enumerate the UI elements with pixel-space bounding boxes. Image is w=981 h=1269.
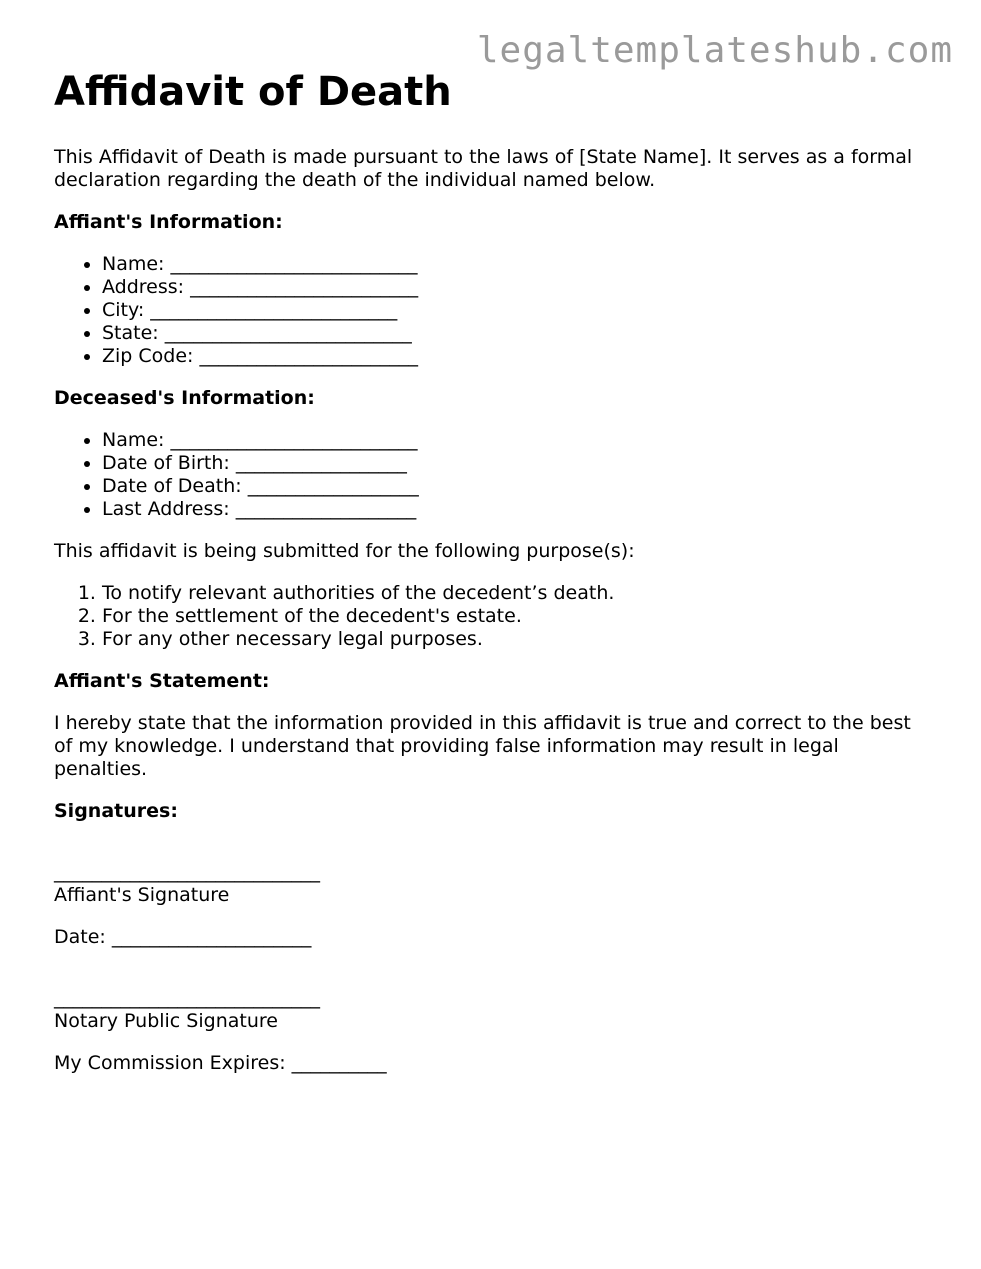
affiant-zip-field: • Zip Code: _______________________ <box>102 345 934 368</box>
notary-signature-line: ____________________________ <box>54 987 320 1009</box>
purpose-intro: This affidavit is being submitted for the following purpose(s): <box>54 540 635 562</box>
affiant-name-field: • Name: __________________________ <box>102 253 934 276</box>
deceased-last-address-field: • Last Address: ___________________ <box>102 498 934 521</box>
intro-paragraph: This Affidavit of Death is made pursuant to the laws of [State Name]. It serves as a formal declaration regarding the death of the individual named below. <box>54 146 913 191</box>
affiant-state-field: • State: __________________________ <box>102 322 934 345</box>
affiant-signature-label: Affiant's Signature <box>54 884 230 906</box>
date-field: Date: _____________________ <box>54 926 312 948</box>
commission-expires-field: My Commission Expires: __________ <box>54 1052 387 1074</box>
deceased-info-heading: Deceased's Information: <box>54 387 315 409</box>
document-body <box>54 68 934 1075</box>
notary-signature-label: Notary Public Signature <box>54 1010 278 1032</box>
affiant-city-field: • City: __________________________ <box>102 299 934 322</box>
purpose-list <box>54 582 934 651</box>
document-title: Affidavit of Death <box>54 69 452 115</box>
deceased-info-list <box>54 429 934 521</box>
purpose-item: 3. For any other necessary legal purposes. <box>102 628 934 651</box>
statement-heading: Affiant's Statement: <box>54 670 270 692</box>
affiant-info-list <box>54 253 934 368</box>
deceased-dod-field: • Date of Death: __________________ <box>102 475 934 498</box>
affiant-info-heading: Affiant's Information: <box>54 211 283 233</box>
purpose-item: 2. For the settlement of the decedent's estate. <box>102 605 934 628</box>
affiant-signature-line: ____________________________ <box>54 861 320 883</box>
signatures-heading: Signatures: <box>54 800 178 822</box>
deceased-name-field: • Name: __________________________ <box>102 429 934 452</box>
watermark: legaltemplateshub.com <box>476 30 953 71</box>
purpose-item: 1. To notify relevant authorities of the decedent’s death. <box>102 582 934 605</box>
deceased-dob-field: • Date of Birth: __________________ <box>102 452 934 475</box>
statement-text: I hereby state that the information provided in this affidavit is true and correct to the best of my knowledge. I understand that providing false information may result in legal penalties. <box>54 712 911 780</box>
affiant-address-field: • Address: ________________________ <box>102 276 934 299</box>
